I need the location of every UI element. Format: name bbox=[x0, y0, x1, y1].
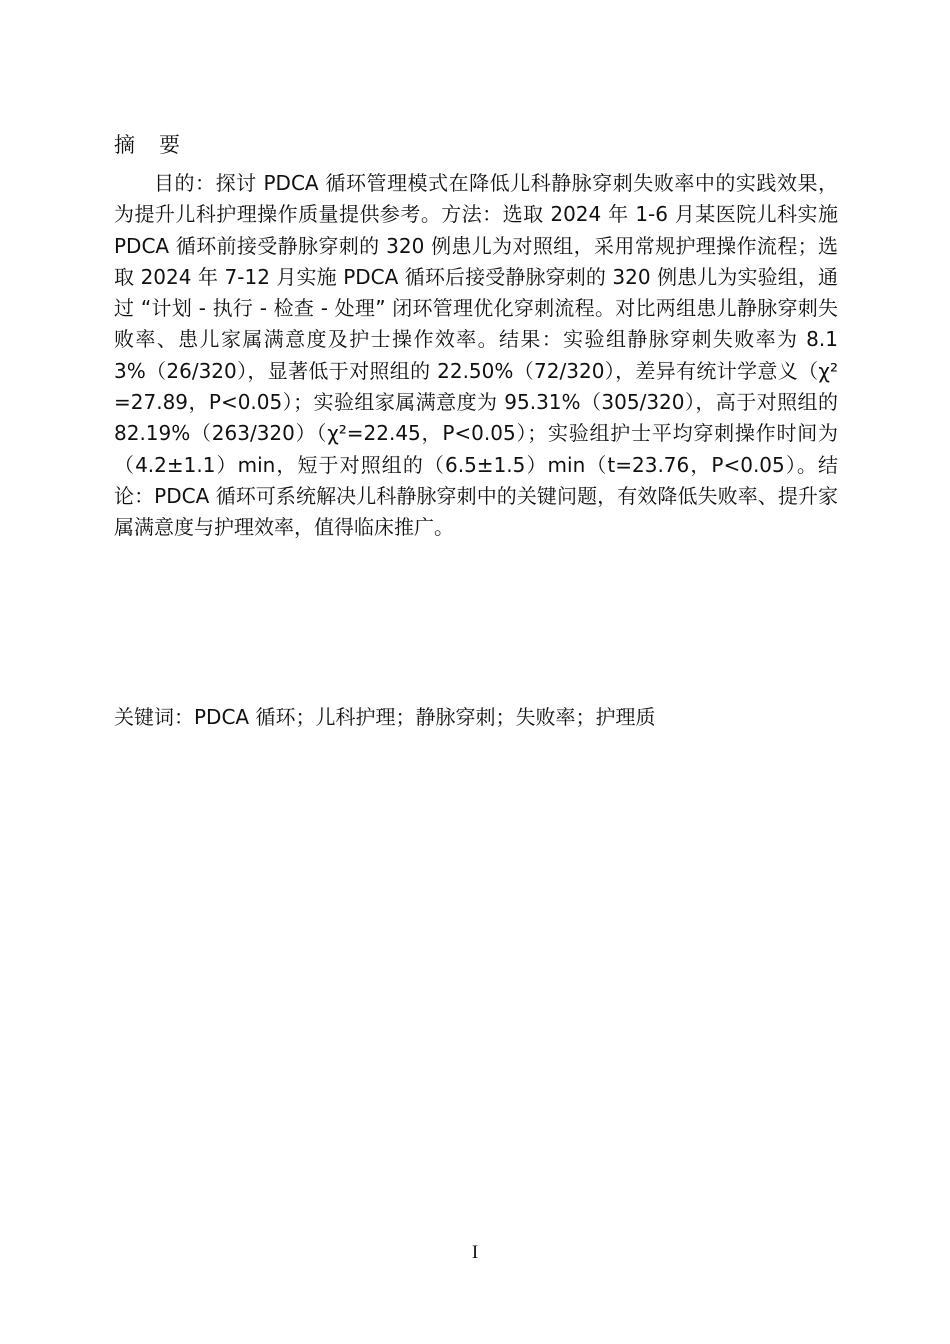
page-number: I bbox=[471, 1242, 479, 1263]
abstract-heading: 摘要 bbox=[114, 133, 204, 157]
keywords-line: 关键词：PDCA 循环；儿科护理；静脉穿刺；失败率；护理质 bbox=[114, 705, 656, 729]
abstract-body: 目的：探讨 PDCA 循环管理模式在降低儿科静脉穿刺失败率中的实践效果，为提升儿科护理操作质量提供参考。方法：选取 2024 年 1-6 月某医院儿科实施 PDCA 循环前接受静脉穿刺的 320 例患儿为对照组，采用常规护理操作流程；选取 2024 年 7-12 月实施 PDCA 循环后接受静脉穿刺的 320 例患儿为实验组，通过 “计划 - 执行 - 检查 - 处理” 闭环管理优化穿刺流程。对比两组患儿静脉穿刺失败率、患儿家属满意度及护士操作效率。结果：实验组静脉穿刺失败率为 8.13%（26/320），显著低于对照组的 22.50%（72/320），差异有统计学意义（χ²=27.89，P<0.05）；实验组家属满意度为 95.31%（305/320），高于对照组的 82.19%（263/320）（χ²=22.45，P<0.05）；实验组护士平均穿刺操作时间为（4.2±1.1）min，短于对照组的（6.5±1.5）min（t=23.76，P<0.05）。结论：PDCA 循环可系统解决儿科静脉穿刺中的关键问题，有效降低失败率、提升家属满意度与护理效率，值得临床推广。 bbox=[114, 171, 838, 540]
